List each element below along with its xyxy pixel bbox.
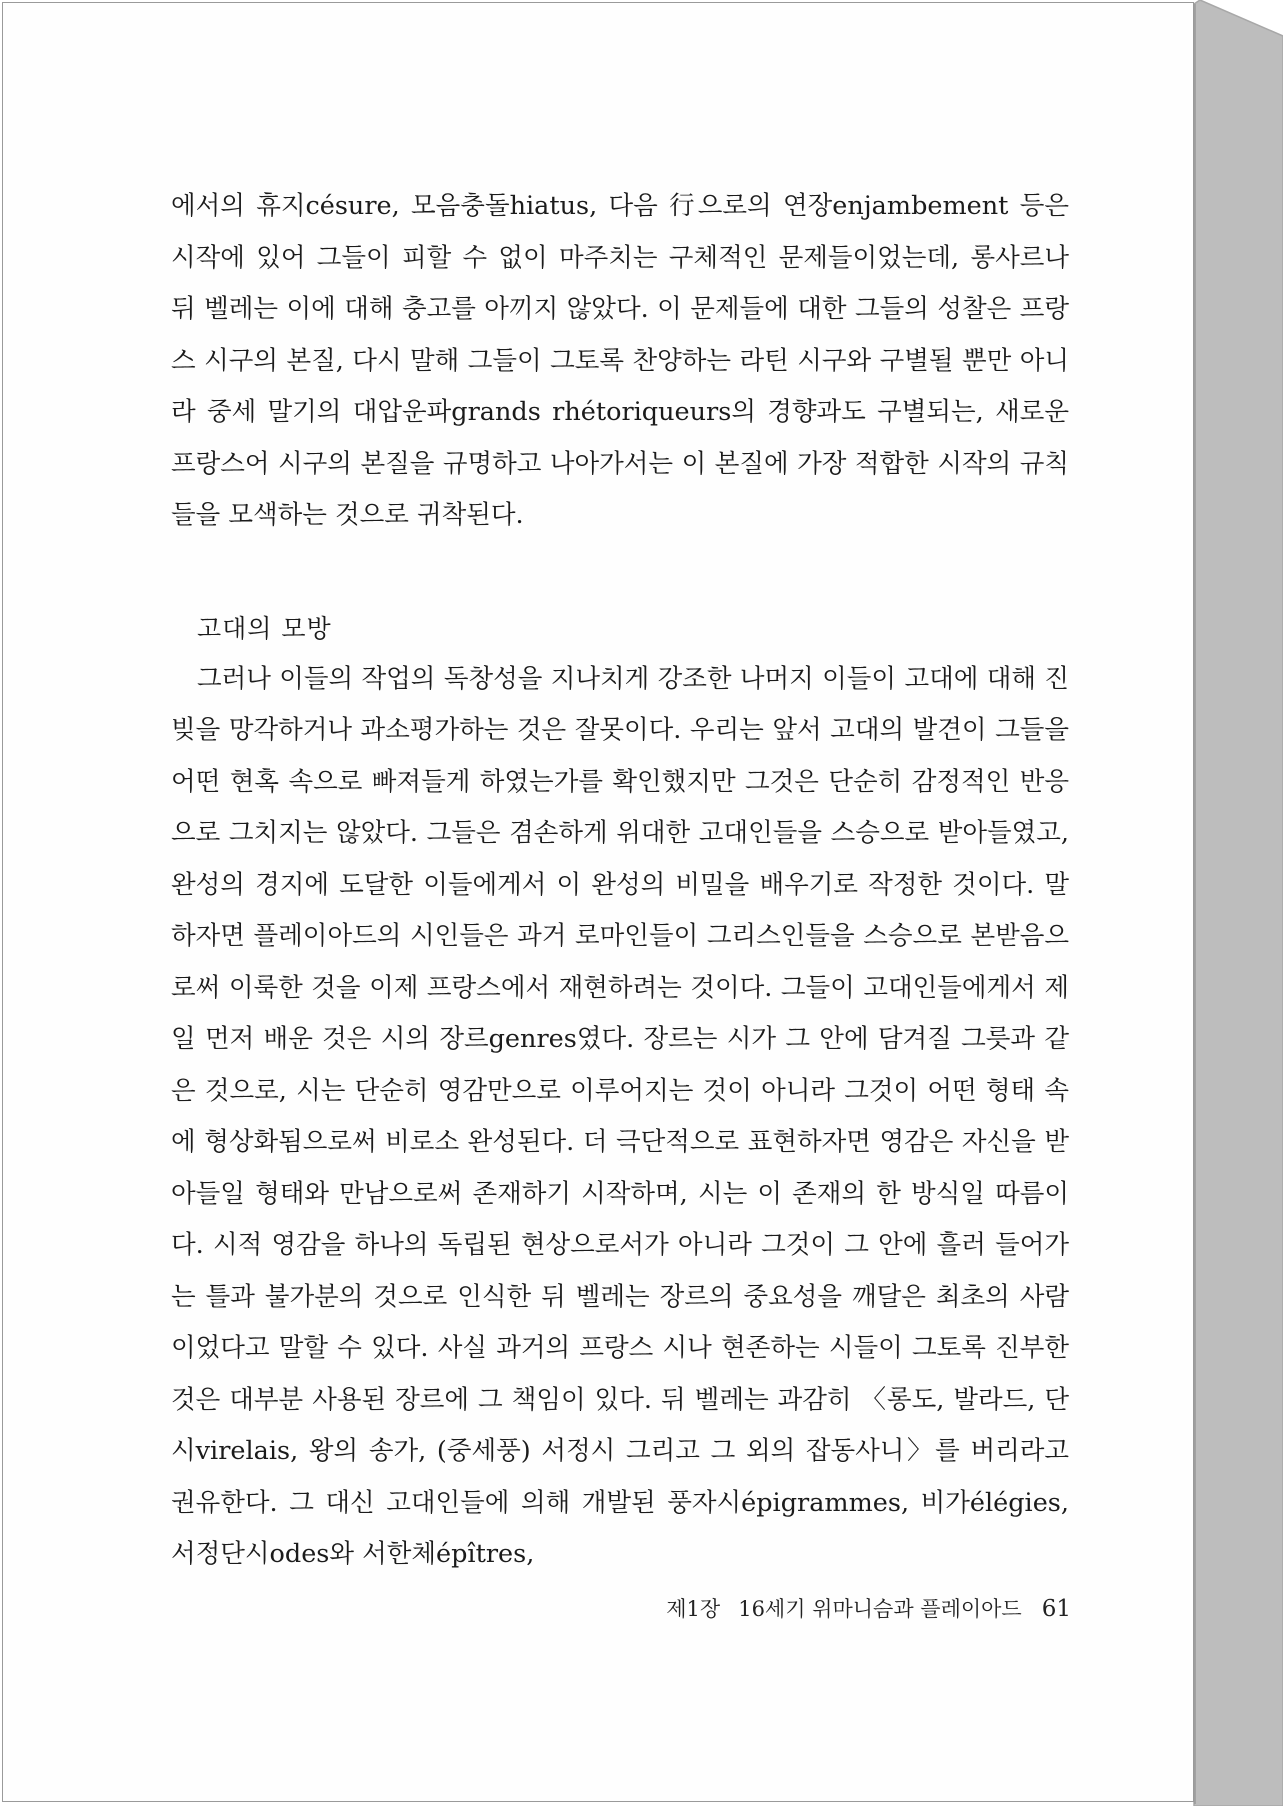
chapter-label: 제1장	[666, 1597, 721, 1621]
paragraph: 그러나 이들의 작업의 독창성을 지나치게 강조한 나머지 이들이 고대에 대해 진 빚을 망각하거나 과소평가하는 것은 잘못이다. 우리는 앞서 고대의 발견이 그들을 어떤 현혹 속으로 빠져들게 하였는가를 확인했지만 그것은 단순히 감정적인 반응으로 그치지는 않았다. 그들은 겸손하게 위대한 고대인들을 스승으로 받아들였고, 완성의 경지에 도달한 이들에게서 이 완성의 비밀을 배우기로 작정한 것이다. 말하자면 플레이아드의 시인들은 과거 로마인들이 그리스인들을 스승으로 본받음으로써 이룩한 것을 이제 프랑스에서 재현하려는 것이다. 그들이 고대인들에게서 제일 먼저 배운 것은 시의 장르genres였다. 장르는 시가 그 안에 담겨질 그릇과 같은 것으로, 시는 단순히 영감만으로 이루어지는 것이 아니라 그것이 어떤 형태 속에 형상화됨으로써 비로소 완성된다. 더 극단적으로 표현하자면 영감은 자신을 받아들일 형태와 만남으로써 존재하기 시작하며, 시는 이 존재의 한 방식일 따름이다. 시적 영감을 하나의 독립된 현상으로서가 아니라 그것이 그 안에 흘러 들어가는 틀과 불가분의 것으로 인식한 뒤 벨레는 장르의 중요성을 깨달은 최초의 사람이었다고 말할 수 있다. 사실 과거의 프랑스 시나 현존하는 시들이 그토록 진부한 것은 대부분 사용된 장르에 그 책임이 있다. 뒤 벨레는 과감히 〈롱도, 발라드, 단시virelais, 왕의 송가, (중세풍) 서정시 그리고 그 외의 잡동사니〉를 버리라고 권유한다. 그 대신 고대인들에 의해 개발된 풍자시épigrammes, 비가élégies, 서정단시odes와 서한체épîtres,	[171, 663, 1069, 1569]
section-heading: 고대의 모방	[197, 613, 332, 643]
book-page	[2, 2, 1194, 1802]
page-body	[171, 181, 1069, 1581]
page-number: 61	[1041, 1596, 1071, 1622]
paragraph: 에서의 휴지césure, 모음충돌hiatus, 다음 行으로의 연장enjambement 등은 시작에 있어 그들이 피할 수 없이 마주치는 구체적인 문제들이었는데, 롱사르나 뒤 벨레는 이에 대해 충고를 아끼지 않았다. 이 문제들에 대한 그들의 성찰은 프랑스 시구의 본질, 다시 말해 그들이 그토록 찬양하는 라틴 시구와 구별될 뿐만 아니라 중세 말기의 대압운파grands rhétoriqueurs의 경향과도 구별되는, 새로운 프랑스어 시구의 본질을 규명하고 나아가서는 이 본질에 가장 적합한 시작의 규칙들을 모색하는 것으로 귀착된다.	[171, 191, 1069, 530]
running-footer	[666, 1593, 1071, 1623]
chapter-title: 16세기 위마니슴과 플레이아드	[738, 1597, 1022, 1621]
